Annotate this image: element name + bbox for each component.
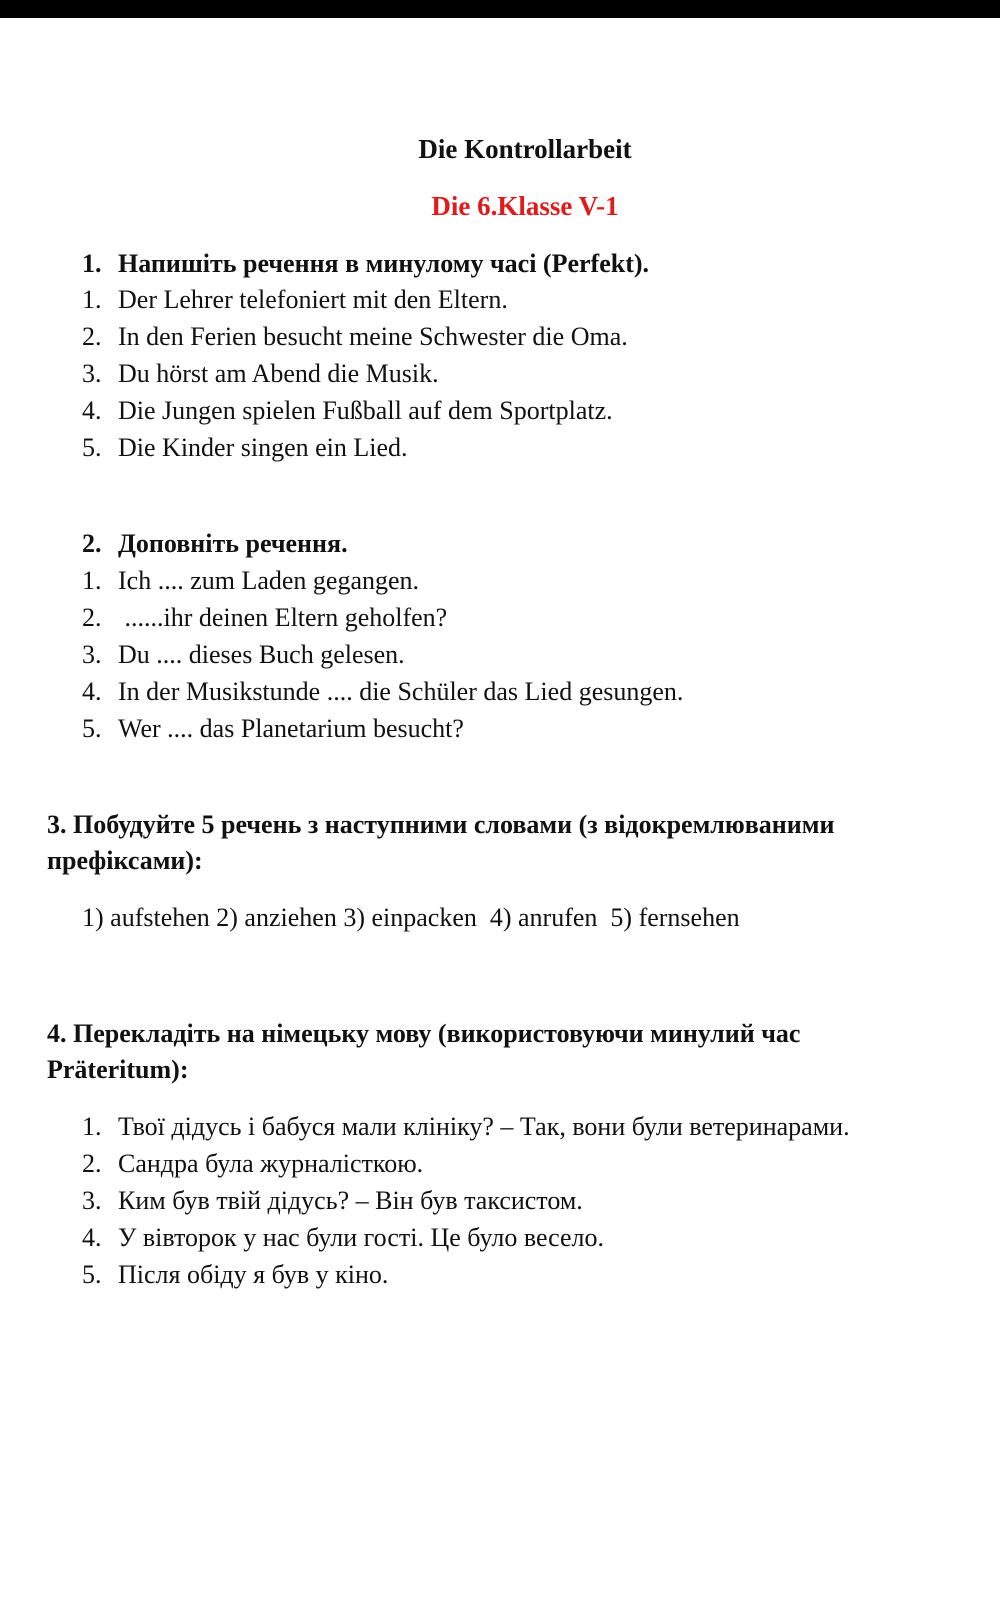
- list-item-number: 2.: [82, 603, 102, 632]
- list-item-text: In der Musikstunde .... die Schüler das Lied gesungen.: [118, 677, 684, 706]
- list-item-number: 1.: [82, 566, 102, 595]
- list-item-number: 1.: [82, 285, 102, 314]
- section4-heading: 4. Перекладіть на німецьку мову (використовуючи минулий час Präteritum):: [47, 1019, 801, 1084]
- list-item-text: У вівторок у нас були гості. Це було весело.: [118, 1223, 605, 1252]
- list-item-text: Після обіду я був у кіно.: [118, 1260, 389, 1289]
- section2-number: 2.: [82, 529, 102, 558]
- list-item: [82, 284, 628, 321]
- list-item-text: Der Lehrer telefoniert mit den Eltern.: [118, 285, 508, 314]
- list-item: [82, 639, 683, 676]
- list-item-text: Ich .... zum Laden gegangen.: [118, 566, 420, 595]
- section3-word-list: 1) aufstehen 2) anziehen 3) einpacken 4) anrufen 5) fernsehen: [82, 903, 740, 932]
- list-item-text: Ким був твій дідусь? – Він був таксистом.: [118, 1186, 583, 1215]
- list-item-number: 4.: [82, 396, 102, 425]
- list-item: [82, 321, 628, 358]
- list-item: [82, 1222, 850, 1259]
- list-item: [82, 602, 683, 639]
- list-item-number: 2.: [82, 322, 102, 351]
- list-item-number: 5.: [82, 433, 102, 462]
- list-item-number: 5.: [82, 1260, 102, 1289]
- list-item-number: 5.: [82, 714, 102, 743]
- list-item: [82, 1111, 850, 1148]
- list-item-number: 3.: [82, 640, 102, 669]
- section2-list: [82, 565, 683, 750]
- list-item: [82, 358, 628, 395]
- section1-list: [82, 284, 628, 469]
- list-item: [82, 565, 683, 602]
- list-item-text: ......ihr deinen Eltern geholfen?: [118, 603, 448, 632]
- list-item-number: 4.: [82, 1223, 102, 1252]
- section3-heading: 3. Побудуйте 5 речень з наступними словами (з відокремлюваними префіксами):: [47, 810, 835, 875]
- list-item: [82, 713, 683, 750]
- section1-heading-text: Напишіть речення в минулому часі (Perfekt).: [118, 249, 650, 278]
- list-item-text: Wer .... das Planetarium besucht?: [118, 714, 464, 743]
- list-item-text: Сандра була журналісткою.: [118, 1149, 424, 1178]
- list-item-number: 3.: [82, 359, 102, 388]
- list-item: [82, 1148, 850, 1185]
- list-item-number: 4.: [82, 677, 102, 706]
- list-item: [82, 676, 683, 713]
- list-item-text: Твої дідусь і бабуся мали клініку? – Так, вони були ветеринарами.: [118, 1112, 850, 1141]
- list-item: [82, 432, 628, 469]
- list-item-number: 3.: [82, 1186, 102, 1215]
- list-item-text: Du .... dieses Buch gelesen.: [118, 640, 405, 669]
- list-item: [82, 1259, 850, 1296]
- list-item-text: Du hörst am Abend die Musik.: [118, 359, 439, 388]
- section1-number: 1.: [82, 249, 102, 278]
- list-item-text: Die Jungen spielen Fußball auf dem Sportplatz.: [118, 396, 613, 425]
- page-subtitle: Die 6.Klasse V-1: [431, 191, 619, 221]
- section4-list: [82, 1111, 850, 1296]
- section2-heading-text: Доповніть речення.: [118, 529, 348, 558]
- list-item: [82, 1185, 850, 1222]
- list-item-text: Die Kinder singen ein Lied.: [118, 433, 408, 462]
- section1-heading: [82, 248, 649, 280]
- list-item: [82, 395, 628, 432]
- top-bar: [0, 0, 1000, 18]
- list-item-number: 1.: [82, 1112, 102, 1141]
- list-item-text: In den Ferien besucht meine Schwester die Oma.: [118, 322, 628, 351]
- section2-heading: [82, 528, 348, 560]
- list-item-number: 2.: [82, 1149, 102, 1178]
- page-title: Die Kontrollarbeit: [418, 134, 632, 164]
